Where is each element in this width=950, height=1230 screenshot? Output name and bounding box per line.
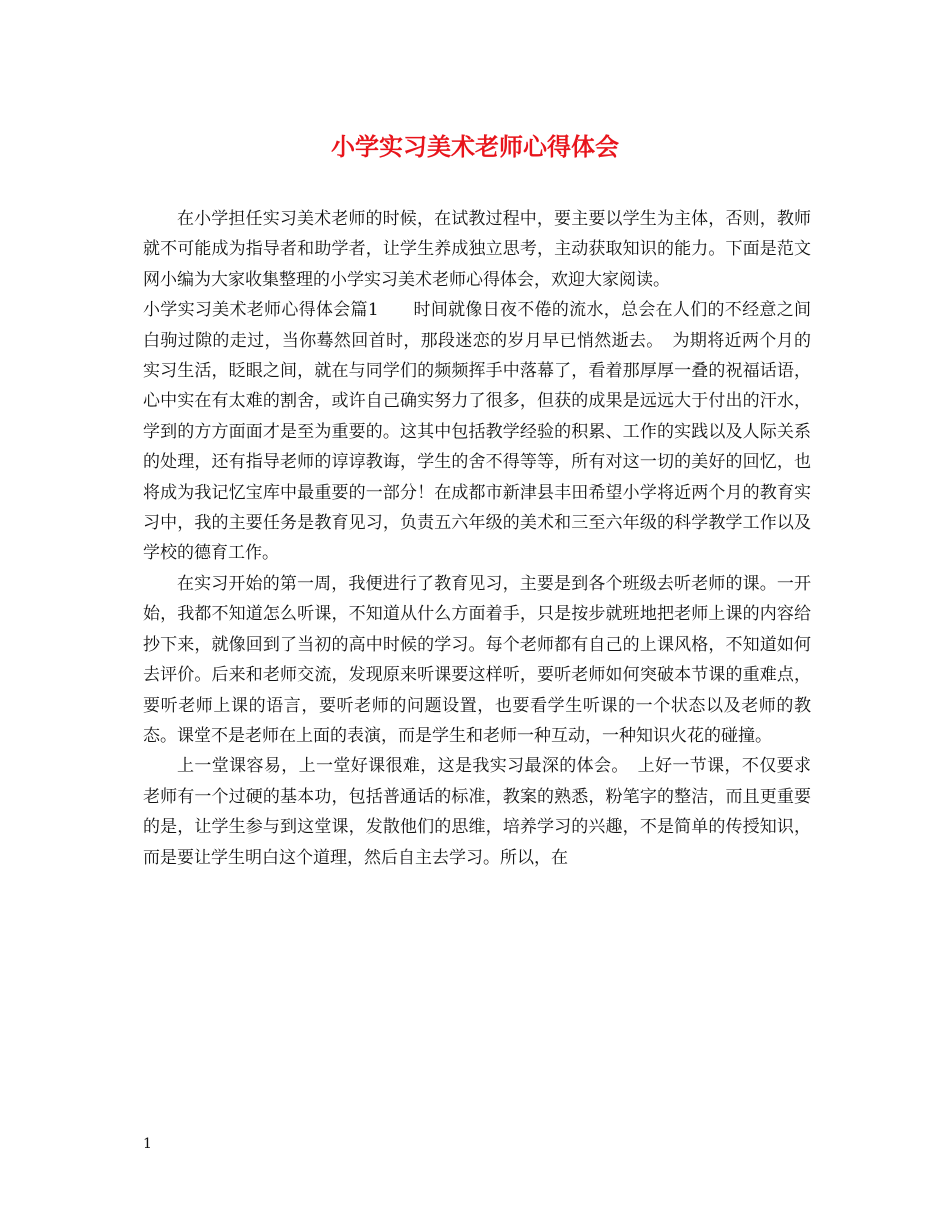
document-body xyxy=(143,204,811,873)
page-number: 1 xyxy=(143,1136,152,1152)
paragraph-intro: 在小学担任实习美术老师的时候，在试教过程中，要主要以学生为主体，否则，教师就不可能成为指导者和助学者，让学生养成独立思考，主动获取知识的能力。下面是范文网小编为大家收集整理的小学实习美术老师心得体会，欢迎大家阅读。 xyxy=(143,209,811,290)
paragraph-observation: 在实习开始的第一周，我便进行了教育见习，主要是到各个班级去听老师的课。一开始，我都不知道怎么听课，不知道从什么方面着手，只是按步就班地把老师上课的内容给抄下来，就像回到了当初的高中时候的学习。每个老师都有自己的上课风格，不知道如何去评价。后来和老师交流，发现原来听课要这样听，要听老师如何突破本节课的重难点，要听老师上课的语言，要听老师的问题设置，也要看学生听课的一个状态以及老师的教态。课堂不是老师在上面的表演，而是学生和老师一种互动，一种知识火花的碰撞。 xyxy=(143,573,811,746)
page-title: 小学实习美术老师心得体会 xyxy=(331,132,619,161)
paragraph-teaching: 上一堂课容易，上一堂好课很难，这是我实习最深的体会。 上好一节课，不仅要求老师有一个过硬的基本功，包括普通话的标准，教案的熟悉，粉笔字的整洁，而且更重要的是，让学生参与到这堂课，发散他们的思维，培养学习的兴趣，不是简单的传授知识，而是要让学生明白这个道理，然后自主去学习。所以，在 xyxy=(143,756,811,868)
paragraph-section-1: 小学实习美术老师心得体会篇1 时间就像日夜不倦的流水，总会在人们的不经意之间白驹过隙的走过，当你蓦然回首时，那段迷恋的岁月早已悄然逝去。 为期将近两个月的实习生活，眨眼之间，就在与同学们的频频挥手中落幕了，看着那厚厚一叠的祝福话语，心中实在有太难的割舍，或许自己确实努力了很多，但获的成果是远远大于付出的汗水，学到的方方面面才是至为重要的。这其中包括教学经验的积累、工作的实践以及人际关系的处理，还有指导老师的谆谆教诲，学生的舍不得等等，所有对这一切的美好的回忆，也将成为我记忆宝库中最重要的一部分！在成都市新津县丰田希望小学将近两个月的教育实习中，我的主要任务是教育见习，负责五六年级的美术和三至六年级的科学教学工作以及学校的德育工作。 xyxy=(143,300,811,564)
